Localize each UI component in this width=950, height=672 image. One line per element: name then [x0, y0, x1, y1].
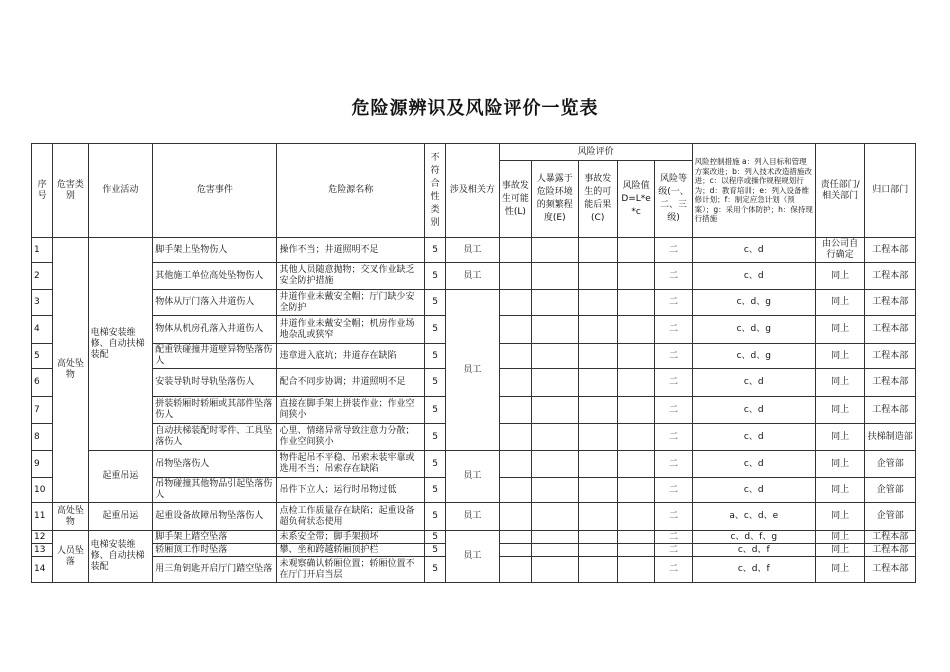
cell-L [499, 369, 531, 397]
cell-no: 3 [32, 290, 53, 316]
cell-no: 5 [32, 344, 53, 369]
cell-D [617, 263, 654, 290]
cell-event: 物体从厅门落入井道伤人 [153, 290, 277, 316]
header-measures: 风险控制措施 a：列入目标和管理方案改进；b：列入技术改造措施改进；c：以程序或操作规程规划行为；d：教育培训；e：列入设备维修计划；f：制定应急计划（预案）；g：采用个体防护；h：保持现行措施 [692, 144, 815, 238]
cell-event: 用三角钥匙开启厅门踏空坠落 [153, 557, 277, 583]
table-row [32, 531, 916, 544]
cell-no: 4 [32, 316, 53, 344]
cell-related: 员工 [446, 531, 500, 583]
cell-C [578, 369, 617, 397]
cell-owner: 工程本部 [865, 531, 916, 544]
activity-cell: 电梯安装维修、自动扶梯装配 [88, 238, 153, 451]
cell-measures: c、d [692, 397, 815, 424]
cell-D [617, 451, 654, 478]
cell-nc: 5 [424, 316, 445, 344]
cell-C [578, 557, 617, 583]
activity-cell: 起重吊运 [88, 503, 153, 531]
cell-resp: 同上 [815, 263, 865, 290]
cell-event: 自动扶梯装配时零件、工具坠落伤人 [153, 424, 277, 451]
cell-L [499, 557, 531, 583]
cell-D [617, 397, 654, 424]
cell-L [499, 316, 531, 344]
cell-nc: 5 [424, 424, 445, 451]
cell-D [617, 369, 654, 397]
cell-owner: 工程本部 [865, 557, 916, 583]
cell-resp: 同上 [815, 451, 865, 478]
cell-event: 配重铁碰撞井道壁异物坠落伤人 [153, 344, 277, 369]
cell-D [617, 478, 654, 503]
cell-L [499, 503, 531, 531]
cell-level: 二 [655, 263, 692, 290]
page-title: 危险源辨识及风险评价一览表 [351, 98, 599, 119]
cell-C [578, 531, 617, 544]
cell-nc: 5 [424, 451, 445, 478]
cell-resp: 同上 [815, 478, 865, 503]
cell-resp: 同上 [815, 344, 865, 369]
cell-C [578, 316, 617, 344]
cell-no: 6 [32, 369, 53, 397]
cell-measures: c、d [692, 424, 815, 451]
cell-measures: c、d、f [692, 544, 815, 557]
cell-E [532, 531, 578, 544]
cell-no: 2 [32, 263, 53, 290]
category-cell: 人员坠落 [53, 531, 88, 583]
header-activity: 作业活动 [88, 144, 153, 238]
cell-C [578, 344, 617, 369]
cell-nc: 5 [424, 557, 445, 583]
cell-D [617, 557, 654, 583]
cell-E [532, 451, 578, 478]
cell-owner: 工程本部 [865, 544, 916, 557]
cell-level: 二 [655, 424, 692, 451]
cell-source: 违章进入底坑；井道存在缺陷 [277, 344, 425, 369]
cell-L [499, 290, 531, 316]
cell-L [499, 451, 531, 478]
cell-measures: c、d、g [692, 290, 815, 316]
cell-level: 二 [655, 397, 692, 424]
cell-L [499, 424, 531, 451]
cell-nc: 5 [424, 263, 445, 290]
cell-owner: 工程本部 [865, 316, 916, 344]
cell-no: 13 [32, 544, 53, 557]
cell-C [578, 238, 617, 263]
cell-source: 攀、坐和跨越轿厢顶护栏 [277, 544, 425, 557]
cell-E [532, 478, 578, 503]
cell-D [617, 238, 654, 263]
cell-no: 1 [32, 238, 53, 263]
cell-D [617, 316, 654, 344]
cell-D [617, 544, 654, 557]
cell-L [499, 238, 531, 263]
cell-C [578, 424, 617, 451]
cell-E [532, 503, 578, 531]
cell-level: 二 [655, 503, 692, 531]
cell-event: 其他施工单位高处坠物伤人 [153, 263, 277, 290]
cell-D [617, 344, 654, 369]
cell-source: 物件起吊不平稳、吊索未装牢靠或选用不当；吊索存在缺陷 [277, 451, 425, 478]
cell-measures: c、d [692, 238, 815, 263]
cell-no: 8 [32, 424, 53, 451]
cell-related: 员工 [446, 290, 500, 451]
cell-source: 井道作业未戴安全帽；机房作业场地杂乱或狭窄 [277, 316, 425, 344]
cell-source: 吊件下立人；运行时吊物过低 [277, 478, 425, 503]
header-related: 涉及相关方 [446, 144, 500, 238]
table-row [32, 238, 916, 263]
cell-resp: 同上 [815, 544, 865, 557]
cell-D [617, 290, 654, 316]
cell-measures: c、d、g [692, 316, 815, 344]
risk-table [31, 143, 916, 583]
cell-E [532, 369, 578, 397]
cell-no: 10 [32, 478, 53, 503]
header-risk-eval: 风险评价 [499, 144, 692, 161]
cell-resp: 同上 [815, 316, 865, 344]
cell-owner: 工程本部 [865, 263, 916, 290]
cell-owner: 扶梯制造部 [865, 424, 916, 451]
cell-E [532, 290, 578, 316]
table-row [32, 451, 916, 478]
cell-level: 二 [655, 544, 692, 557]
cell-resp: 同上 [815, 557, 865, 583]
cell-L [499, 344, 531, 369]
cell-related: 员工 [446, 263, 500, 290]
cell-level: 二 [655, 531, 692, 544]
cell-E [532, 544, 578, 557]
cell-source: 操作不当；井道照明不足 [277, 238, 425, 263]
cell-nc: 5 [424, 503, 445, 531]
cell-measures: c、d [692, 369, 815, 397]
cell-no: 14 [32, 557, 53, 583]
table-row [32, 263, 916, 290]
cell-event: 拼装轿厢时轿厢或其部件坠落伤人 [153, 397, 277, 424]
cell-measures: c、d、f [692, 557, 815, 583]
header-event: 危害事件 [153, 144, 277, 238]
cell-nc: 5 [424, 369, 445, 397]
cell-resp: 同上 [815, 290, 865, 316]
cell-C [578, 544, 617, 557]
cell-level: 二 [655, 557, 692, 583]
cell-nc: 5 [424, 544, 445, 557]
cell-E [532, 344, 578, 369]
cell-level: 二 [655, 451, 692, 478]
cell-L [499, 478, 531, 503]
cell-C [578, 451, 617, 478]
cell-E [532, 397, 578, 424]
cell-nc: 5 [424, 344, 445, 369]
cell-owner: 工程本部 [865, 238, 916, 263]
header-L: 事故发生可能性(L) [499, 161, 531, 238]
cell-resp: 同上 [815, 424, 865, 451]
cell-level: 二 [655, 478, 692, 503]
cell-measures: c、d [692, 451, 815, 478]
cell-nc: 5 [424, 478, 445, 503]
cell-no: 11 [32, 503, 53, 531]
cell-source: 心里、情绪异常导致注意力分散；作业空间狭小 [277, 424, 425, 451]
cell-E [532, 316, 578, 344]
cell-owner: 工程本部 [865, 369, 916, 397]
cell-related: 员工 [446, 503, 500, 531]
cell-D [617, 424, 654, 451]
cell-level: 二 [655, 238, 692, 263]
cell-owner: 企管部 [865, 503, 916, 531]
cell-event: 脚手架上踏空坠落 [153, 531, 277, 544]
cell-D [617, 531, 654, 544]
activity-cell: 起重吊运 [88, 451, 153, 503]
cell-measures: c、d [692, 263, 815, 290]
cell-C [578, 503, 617, 531]
cell-event: 安装导轨时导轨坠落伤人 [153, 369, 277, 397]
cell-nc: 5 [424, 397, 445, 424]
cell-D [617, 503, 654, 531]
cell-source: 其他人员随意抛物；交叉作业缺乏安全防护措施 [277, 263, 425, 290]
cell-resp: 同上 [815, 531, 865, 544]
cell-measures: c、d、f、g [692, 531, 815, 544]
cell-L [499, 531, 531, 544]
cell-related: 员工 [446, 451, 500, 503]
cell-E [532, 557, 578, 583]
cell-measures: a、c、d、e [692, 503, 815, 531]
cell-source: 配合不同步协调；井道照明不足 [277, 369, 425, 397]
cell-no: 9 [32, 451, 53, 478]
header-C: 事故发生的可能后果(C) [578, 161, 617, 238]
table-row [32, 503, 916, 531]
cell-event: 起重设备故障吊物坠落伤人 [153, 503, 277, 531]
cell-level: 二 [655, 290, 692, 316]
cell-measures: c、d [692, 478, 815, 503]
cell-no: 12 [32, 531, 53, 544]
header-source: 危险源名称 [277, 144, 425, 238]
cell-related: 员工 [446, 238, 500, 263]
cell-L [499, 263, 531, 290]
header-noncompliance: 不符合性类别 [424, 144, 445, 238]
cell-level: 二 [655, 344, 692, 369]
cell-resp: 由公司自行确定 [815, 238, 865, 263]
cell-event: 轿厢顶工作时坠落 [153, 544, 277, 557]
cell-C [578, 263, 617, 290]
cell-source: 未观察确认轿厢位置；轿厢位置不在厅门开启当层 [277, 557, 425, 583]
cell-nc: 5 [424, 238, 445, 263]
cell-owner: 工程本部 [865, 344, 916, 369]
header-level: 风险等级(一、二、三级) [655, 161, 692, 238]
cell-C [578, 397, 617, 424]
header-owner: 归口部门 [865, 144, 916, 238]
cell-E [532, 263, 578, 290]
header-resp: 责任部门/相关部门 [815, 144, 865, 238]
cell-E [532, 424, 578, 451]
cell-event: 脚手架上坠物伤人 [153, 238, 277, 263]
cell-resp: 同上 [815, 503, 865, 531]
cell-nc: 5 [424, 531, 445, 544]
category-cell: 高处坠物 [53, 238, 88, 503]
cell-owner: 企管部 [865, 478, 916, 503]
header-seq: 序号 [32, 144, 53, 238]
cell-level: 二 [655, 316, 692, 344]
header-D: 风险值D=L*e*c [617, 161, 654, 238]
table-row [32, 290, 916, 316]
cell-event: 吊物碰撞其他物品引起坠落伤人 [153, 478, 277, 503]
cell-owner: 企管部 [865, 451, 916, 478]
cell-nc: 5 [424, 290, 445, 316]
cell-C [578, 290, 617, 316]
cell-measures: c、d、g [692, 344, 815, 369]
cell-source: 井道作业未戴安全帽；厅门缺少安全防护 [277, 290, 425, 316]
category-cell: 高处坠物 [53, 503, 88, 531]
cell-resp: 同上 [815, 369, 865, 397]
cell-event: 物体从机房孔落入井道伤人 [153, 316, 277, 344]
cell-level: 二 [655, 369, 692, 397]
cell-E [532, 238, 578, 263]
cell-source: 点检工作质量存在缺陷；起重设备超负荷状态使用 [277, 503, 425, 531]
cell-source: 未系安全带；脚手架损坏 [277, 531, 425, 544]
header-E: 人暴露于危险环境的频繁程度(E) [532, 161, 578, 238]
cell-owner: 工程本部 [865, 397, 916, 424]
activity-cell: 电梯安装维修、自动扶梯装配 [88, 531, 153, 583]
cell-event: 吊物坠落伤人 [153, 451, 277, 478]
cell-L [499, 544, 531, 557]
cell-source: 直接在脚手架上拼装作业；作业空间狭小 [277, 397, 425, 424]
header-category: 危害类别 [53, 144, 88, 238]
cell-C [578, 478, 617, 503]
cell-no: 7 [32, 397, 53, 424]
cell-owner: 工程本部 [865, 290, 916, 316]
cell-resp: 同上 [815, 397, 865, 424]
cell-L [499, 397, 531, 424]
